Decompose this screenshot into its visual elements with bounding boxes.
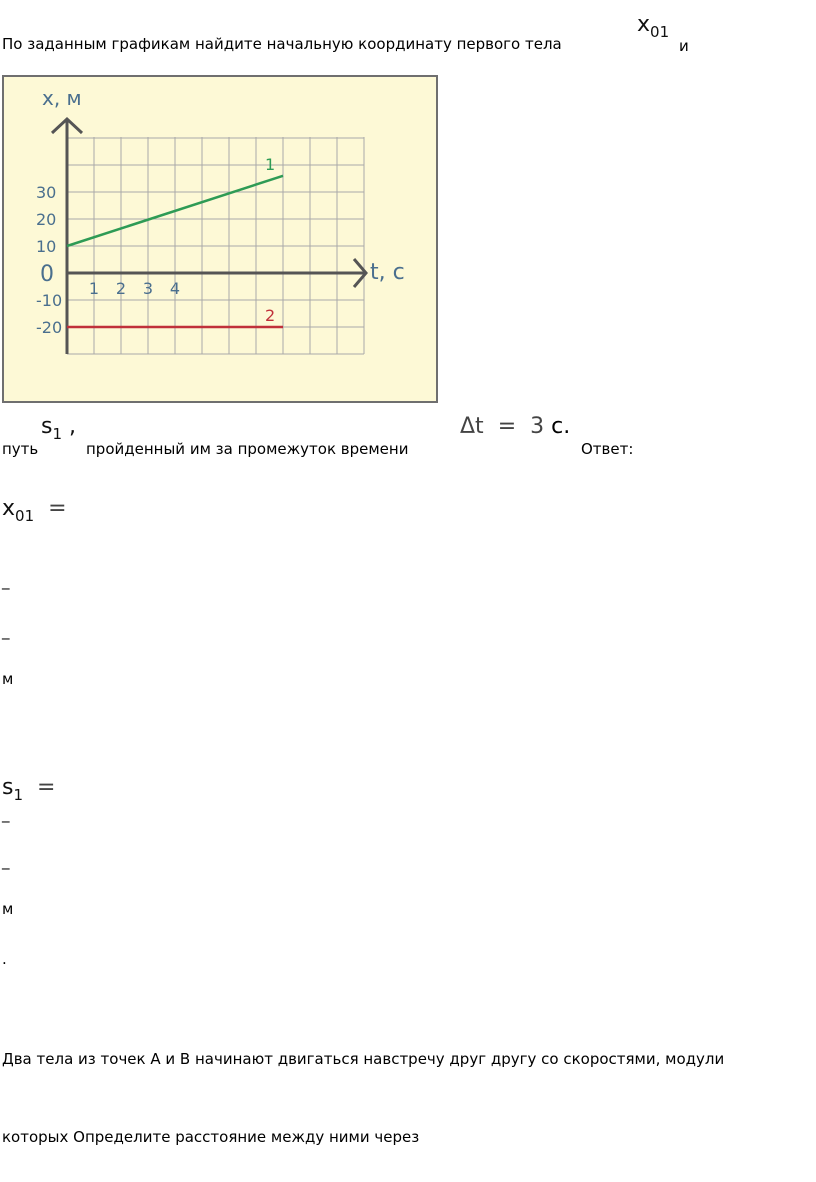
s-comma: , — [69, 414, 77, 439]
delta-t-unit: с. — [551, 414, 571, 439]
y-tick-label: -20 — [36, 318, 63, 337]
task2-line2: которых Определите расстояние между ними через — [2, 1128, 420, 1146]
y-axis-label: x, м — [42, 86, 82, 110]
y-tick-label: 20 — [36, 210, 57, 229]
x-letter: x — [637, 12, 651, 37]
answer-x-equals: = — [48, 496, 67, 521]
x-tick-label: 1 — [88, 279, 100, 298]
task2-line1: Два тела из точек А и В начинают двигаться навстречу друг другу со скоростями, модули — [2, 1050, 725, 1068]
intro-text: По заданным графикам найдите начальную координату первого тела — [2, 35, 562, 53]
answer-s-period: . — [2, 950, 7, 968]
delta-t-equals: = — [497, 414, 517, 439]
answer-x-unit: м — [2, 670, 14, 688]
delta-t-value: 3 — [530, 414, 545, 439]
x-subscript: 01 — [650, 23, 670, 41]
answer-x-letter: x — [2, 496, 16, 521]
answer-x-blank-1[interactable]: _ — [2, 572, 10, 590]
series-label-2: 2 — [265, 306, 276, 325]
x-axis-label: t, с — [370, 260, 405, 285]
answer-s1 — [2, 775, 55, 804]
answer-x01 — [2, 496, 67, 525]
answer-x-subscript: 01 — [15, 507, 35, 525]
answer-s-blank-1[interactable]: _ — [2, 805, 10, 823]
answer-s-letter: s — [2, 775, 14, 800]
answer-x-blank-2[interactable]: _ — [2, 622, 10, 640]
series-label-1: 1 — [265, 154, 276, 174]
answer-s-blank-2[interactable]: _ — [2, 852, 10, 870]
path-prefix: путь — [2, 440, 39, 458]
answer-s-subscript: 1 — [13, 786, 24, 804]
x01-symbol — [637, 12, 669, 41]
x-tick-label: 3 — [142, 279, 154, 298]
s-letter: s — [41, 414, 53, 439]
answer-label: Ответ: — [581, 440, 634, 458]
position-time-chart — [4, 77, 436, 401]
graph-figure — [2, 75, 438, 403]
path-middle-text: пройденный им за промежуток времени — [86, 440, 409, 458]
x-tick-label: 2 — [115, 279, 127, 298]
y-tick-label: 30 — [36, 183, 57, 202]
and-word: и — [679, 37, 689, 55]
x-tick-label: 4 — [169, 279, 181, 298]
answer-s-unit: м — [2, 900, 14, 918]
delta-t-expression — [460, 414, 570, 439]
y-tick-label: 0 — [40, 262, 54, 287]
s1-symbol — [41, 414, 76, 443]
s-subscript: 1 — [52, 425, 63, 443]
delta-t: Δt — [460, 414, 484, 439]
y-tick-label: -10 — [36, 291, 63, 310]
y-tick-label: 10 — [36, 237, 57, 256]
answer-s-equals: = — [37, 775, 56, 800]
